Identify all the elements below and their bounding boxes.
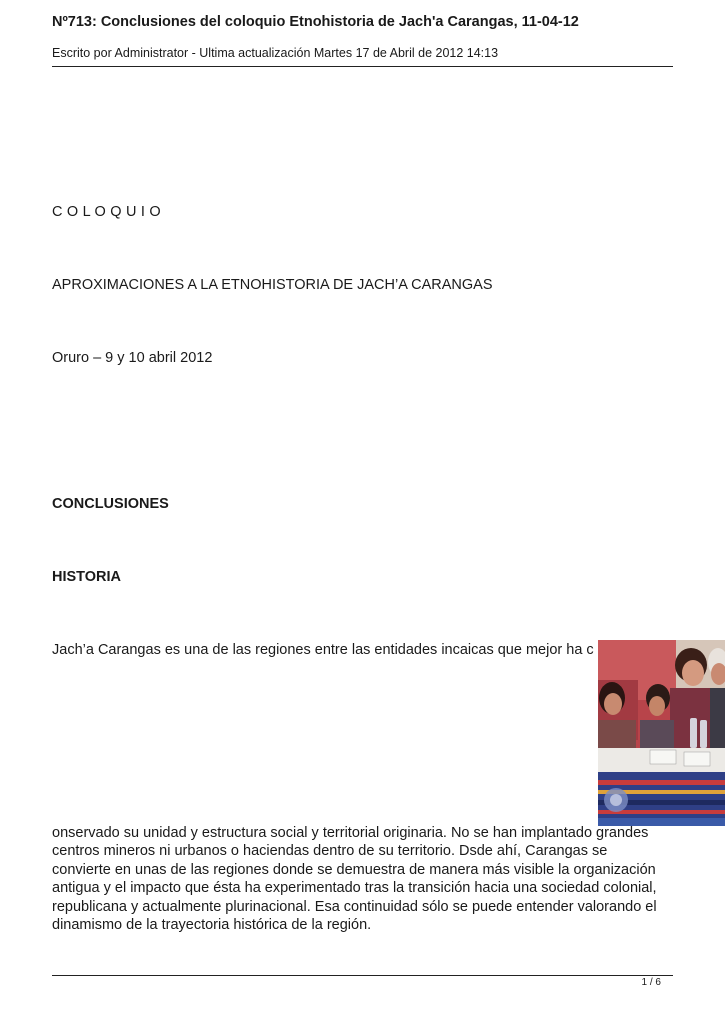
colloquium-heading: APROXIMACIONES A LA ETNOHISTORIA DE JACH’A CARANGAS xyxy=(52,277,493,293)
conclusiones-heading: CONCLUSIONES xyxy=(52,496,169,512)
coloquio-label: C O L O Q U I O xyxy=(52,204,161,220)
paragraph-line: dinamismo de la trayectoria histórica de la región. xyxy=(52,917,372,934)
footer-divider xyxy=(52,975,673,976)
header-divider xyxy=(52,66,673,67)
historia-heading: HISTORIA xyxy=(52,569,122,585)
paragraph-line: convierte en unas de las regiones donde se demuestra de manera más visible la organización xyxy=(52,861,656,878)
place-date: Oruro – 9 y 10 abril 2012 xyxy=(52,350,213,366)
paragraph-continuation xyxy=(52,824,670,934)
page-title: Nº713: Conclusiones del coloquio Etnohistoria de Jach'a Carangas, 11-04-12 xyxy=(52,14,579,30)
conference-photo xyxy=(598,640,725,826)
paragraph-line: centros mineros ni urbanos o haciendas dentro de su territorio. Dsde ahí, Carangas se xyxy=(52,843,608,860)
page-number: 1 / 6 xyxy=(641,977,661,988)
paragraph-line: republicana y actualmente plurinacional. Esa continuidad sólo se puede entender valorando el xyxy=(52,898,657,915)
paragraph-line: antigua y el impacto que ésta ha experimentado tras la transición hacia una sociedad colonial, xyxy=(52,880,657,897)
paragraph-first-line: Jach’a Carangas es una de las regiones entre las entidades incaicas que mejor ha c xyxy=(52,642,594,658)
page-subtitle: Escrito por Administrator - Ultima actualización Martes 17 de Abril de 2012 14:13 xyxy=(52,46,499,60)
paragraph-line: onservado su unidad y estructura social y territorial originaria. No se han implantado grandes xyxy=(52,825,649,841)
conference-photo-illustration xyxy=(598,640,725,826)
